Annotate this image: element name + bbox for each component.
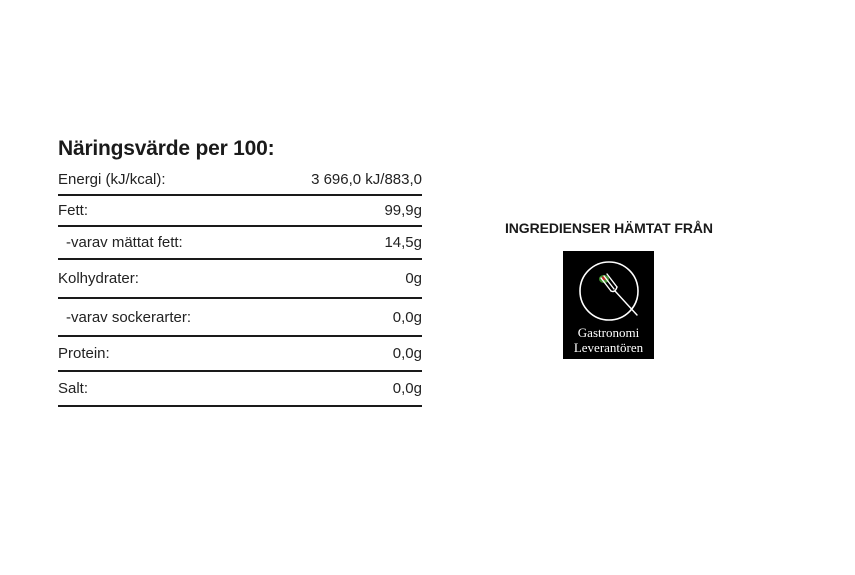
nutrition-row-sugars	[58, 299, 422, 337]
nutrition-value: 0,0g	[392, 345, 422, 362]
nutrition-value: 0g	[405, 270, 422, 287]
nutrition-row-energy	[58, 164, 422, 196]
nutrition-label: Kolhydrater:	[58, 270, 139, 287]
nutrition-value: 0,0g	[392, 308, 422, 326]
nutrition-table	[58, 134, 422, 407]
nutrition-value: 99,9g	[384, 202, 422, 219]
logo-text-line1: Gastronomi	[577, 325, 640, 340]
nutrition-title: Näringsvärde per 100:	[58, 137, 275, 160]
nutrition-value: 3 696,0 kJ/883,0	[311, 170, 422, 188]
logo-text-line2: Leverantören	[573, 340, 644, 355]
nutrition-label: Fett:	[58, 202, 89, 219]
nutrition-value: 14,5g	[384, 234, 422, 251]
gastronomi-leverantoren-logo	[563, 251, 654, 359]
nutrition-row-fat	[58, 196, 422, 227]
nutrition-label: -varav sockerarter:	[66, 308, 192, 326]
nutrition-label: Energi (kJ/kcal):	[58, 170, 166, 188]
nutrition-label: -varav mättat fett:	[66, 234, 183, 251]
nutrition-label: Protein:	[58, 345, 110, 362]
nutrition-row-salt	[58, 372, 422, 407]
nutrition-label: Salt:	[58, 380, 89, 397]
nutrition-value: 0,0g	[392, 380, 422, 397]
nutrition-row-carbohydrates	[58, 260, 422, 299]
nutrition-row-saturated-fat	[58, 227, 422, 260]
nutrition-row-protein	[58, 337, 422, 372]
ingredient-source	[505, 218, 719, 238]
source-title: INGREDIENSER HÄMTAT FRÅN	[505, 220, 713, 236]
